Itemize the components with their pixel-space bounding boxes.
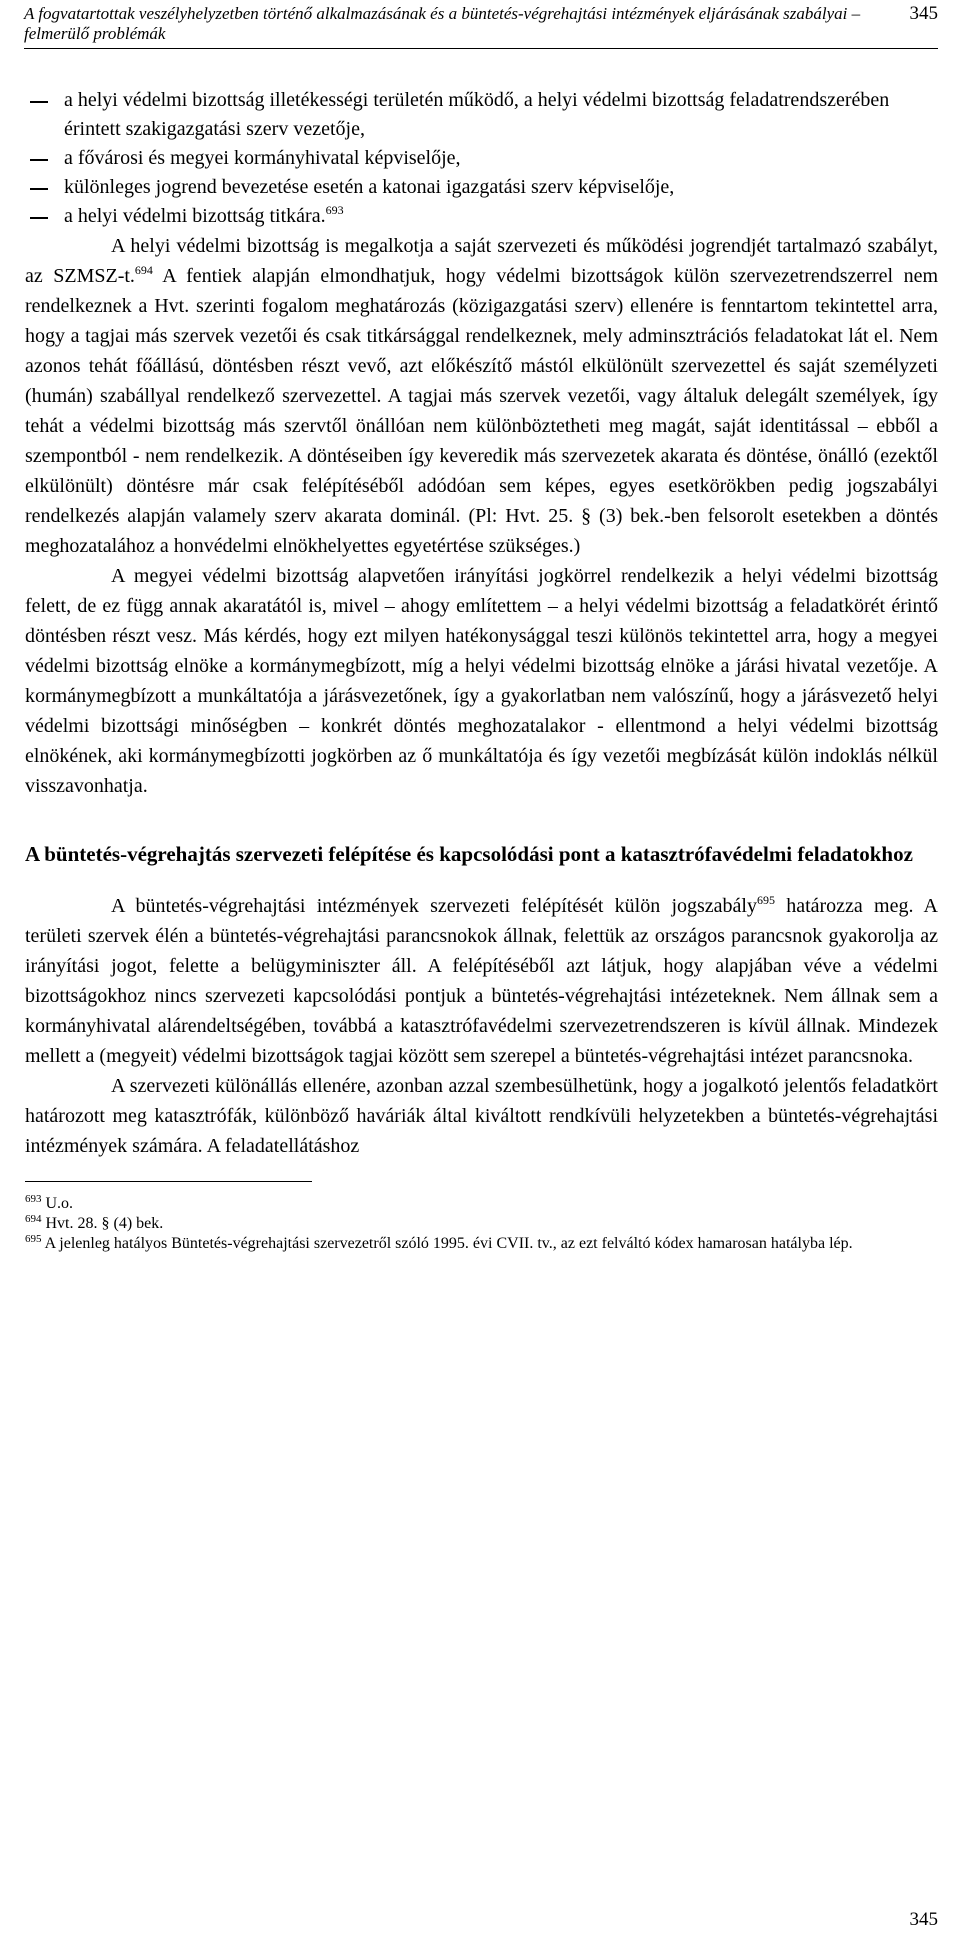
section-heading: A büntetés-végrehajtás szervezeti felépítése és kapcsolódási pont a katasztrófavédelmi feladatokhoz [25,842,913,866]
footnote-693: $^{693}$ U.o. [25,1193,74,1212]
running-header [24,4,938,49]
list-item: különleges jogrend bevezetése esetén a katonai igazgatási szerv képviselője, [25,173,938,202]
footnote-ref-694[interactable]: 694 [134,263,153,277]
footnote-ref-693[interactable]: 693 [325,203,344,217]
paragraph-4: A szervezeti különállás ellenére, azonban azzal szembesülhetünk, hogy a jogalkotó jelentős feladatkört határozott meg katasztrófák, különböző haváriák által kiváltott rendkívüli helyzetekben a büntetés-végrehajtási intézmények számára. A feladatellátáshoz [25,1075,938,1157]
footnote-694: $^{694}$ Hvt. 28. § (4) bek. [25,1213,164,1232]
paragraph-1: A helyi védelmi bizottság is megalkotja a saját szervezeti és működési jogrendjét tartalmazó szabályt, az SZMSZ-t.$^{694}$ A fentiek alapján elmondhatjuk, hogy védelmi bizottságok külön szervezetrendszerrel nem rendelkeznek a Hvt. szerinti fogalom meghatározás (közigazgatási szerv) ellenére is fenntartom tekintettel arra, hogy a tagjai más szervek vezetői és csak titkársággal rendelkeznek, mely adminsztrációs feladatokat lát el. Nem azonos tehát főállású, döntésben részt vevő, azt előkészítő mástól elkülönült szervezettel és saját személyzeti (humán) szabállyal rendelkező szervezettel. A tagjai más szervek vezetői, vagy általuk delegált személyek, így tehát a védelmi bizottság más szervtől önállóan nem különböztetheti meg magát, saját identitással – ebből a szempontból - nem rendelkezik. A döntéseiben így keveredik más szervezetek akarata és döntése, önálló (ezektől elkülönült) döntésre már csak felépítéséből adódóan sem képes, egyes esetkörökben pedig jogszabályi rendelkezés alapján valamely szerv akarata dominál. (Pl: Hvt. 25. § (3) bek.-ben felsorolt esetekben a döntés meghozatalához a honvédelmi elnökhelyettes egyetértése szükséges.) [25,235,939,557]
member-list [25,86,938,231]
page-body [25,86,938,1254]
paragraph-2: A megyei védelmi bizottság alapvetően irányítási jogkörrel rendelkezik a helyi védelmi bizottság felett, de ez függ annak akaratától is, mivel – ahogy említettem – a helyi védelmi bizottság a feladatkörét érintő döntésben részt vesz. Más kérdés, hogy ezt milyen hatékonysággal teszi különös tekintettel arra, hogy a megyei védelmi bizottság elnöke a kormánymegbízott, míg a helyi védelmi bizottság elnöke a járási hivatal vezetője. A kormánymegbízott a munkáltatója a járásvezetőnek, így a gyakorlatban nem valószínű, hogy a járásvezető helyi védelmi bizottsági minőségben – konkrét döntés meghozatalakor - ellentmond a helyi védelmi bizottság elnökének, aki kormánymegbízotti jogkörben az ő munkáltatója és így vezetői megbízását külön indoklás nélkül visszavonhatja. [25,565,938,797]
footnote-ref-695[interactable]: 695 [756,893,775,907]
header-page-number: 345 [909,3,938,24]
footnote-separator [25,1181,312,1182]
footnote-695: $^{695}$ A jelenleg hatályos Büntetés-végrehajtási szervezetről szóló 1995. évi CVII. tv., az ezt felváltó kódex hamarosan hatályba lép. [25,1233,853,1252]
paragraph-3: A büntetés-végrehajtási intézmények szervezeti felépítését külön jogszabály$^{695}$ határozza meg. A területi szervek élén a büntetés-végrehajtási parancsnokok állnak, felettük az országos parancsnok gyakorolja az irányítási jogot, felette a belügyminiszter áll. A felépítéséből azt látjuk, hogy alapjában véve a védelmi bizottságokhoz nincs szervezeti kapcsolódási pontjuk a büntetés-végrehajtási intézeteknek. Nem állnak sem a kormányhivatal alárendeltségében, továbbá a katasztrófavédelmi szervezetrendszeren is kívül állnak. Mindezek mellett a (megyeit) védelmi bizottságok tagjai között sem szerepel a büntetés-végrehajtási intézet parancsnoka. [25,893,938,1067]
list-item: a helyi védelmi bizottság titkára.$^{693}$ [25,202,938,231]
list-item: a helyi védelmi bizottság illetékességi területén működő, a helyi védelmi bizottság feladatrendszerében érintett szakigazgatási szerv vezetője, [25,86,938,144]
running-header-title: A fogvatartottak veszélyhelyzetben történő alkalmazásának és a büntetés-végrehajtási intézmények eljárásának szabályai – felmerülő problémák [24,4,861,43]
list-item: a fővárosi és megyei kormányhivatal képviselője, [25,144,938,173]
footer-page-number: 345 [909,1909,938,1930]
